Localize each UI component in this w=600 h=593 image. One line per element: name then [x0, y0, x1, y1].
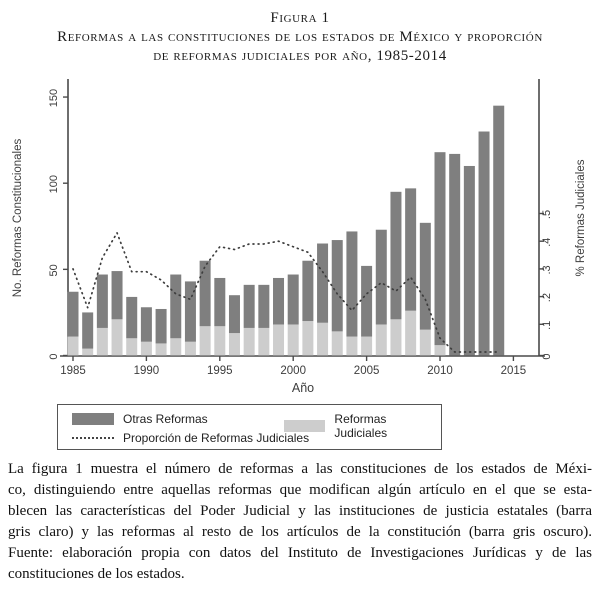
- bar-judiciales-1992: [170, 338, 181, 355]
- bar-otras-2010: [435, 152, 446, 345]
- bar-otras-2012: [464, 166, 475, 356]
- bar-otras-1990: [141, 307, 152, 341]
- caption-line: Fuente: elaboración propia con datos del Instituto de Investigaciones Jurídicas y de las: [8, 545, 592, 561]
- bar-otras-1988: [112, 271, 123, 319]
- x-tick-label: 1985: [60, 365, 86, 377]
- bar-judiciales-2009: [420, 330, 431, 356]
- bar-otras-2002: [317, 244, 328, 323]
- legend-label-otras: Otras Reformas: [123, 412, 208, 426]
- x-tick-label: 2010: [427, 365, 453, 377]
- bar-otras-1986: [82, 312, 93, 348]
- bar-otras-1992: [170, 275, 181, 339]
- bar-otras-2006: [376, 230, 387, 325]
- y-axis-right-title: % Reformas Judiciales: [575, 159, 587, 277]
- x-tick-label: 2015: [500, 365, 527, 377]
- legend-item-proporcion: [72, 431, 309, 445]
- bar-judiciales-2000: [288, 324, 299, 355]
- figure-title-line1: Reformas a las constituciones de los estados de México y proporción: [57, 29, 543, 45]
- bar-judiciales-1993: [185, 342, 196, 356]
- bar-judiciales-2007: [390, 319, 401, 355]
- bar-otras-2009: [420, 223, 431, 330]
- x-tick-label: 1995: [207, 365, 233, 377]
- y-right-tick-label: .5: [541, 209, 553, 220]
- bar-otras-2014: [493, 106, 504, 356]
- bar-judiciales-1995: [214, 326, 225, 355]
- x-tick-label: 2000: [280, 365, 306, 377]
- bar-judiciales-2001: [302, 321, 313, 355]
- figure-title-block: [0, 0, 600, 66]
- legend-swatch-dotted-line: [72, 437, 114, 439]
- bar-otras-2013: [479, 132, 490, 356]
- y-left-tick-label: 150: [48, 88, 60, 108]
- bar-judiciales-1986: [82, 349, 93, 356]
- bar-judiciales-1987: [97, 328, 108, 356]
- bar-judiciales-1997: [244, 328, 255, 356]
- x-axis-title: Año: [291, 381, 315, 395]
- bar-judiciales-1988: [112, 319, 123, 355]
- legend-label-judiciales: Reformas Judiciales: [334, 412, 388, 440]
- bar-judiciales-1996: [229, 333, 240, 355]
- bar-otras-2001: [302, 261, 313, 321]
- y-right-tick-label: 0: [541, 353, 553, 360]
- bar-judiciales-1985: [68, 337, 79, 356]
- x-tick-label: 1990: [133, 365, 160, 377]
- legend-item-otras: [72, 412, 208, 426]
- chart-area: [0, 68, 600, 398]
- caption-line: constituciones de los estados.: [8, 566, 185, 582]
- bar-otras-1987: [97, 275, 108, 328]
- y-right-tick-label: .1: [541, 320, 553, 330]
- bar-judiciales-1991: [156, 343, 167, 355]
- bar-otras-1999: [273, 278, 284, 325]
- legend-swatch-dark-bar: [72, 413, 114, 425]
- caption-line: co, distinguiendo entre aquellas reformas que modifican algún artículo en el que se esta-: [8, 482, 592, 498]
- y-left-tick-label: 100: [48, 175, 60, 194]
- bar-judiciales-2005: [361, 337, 372, 356]
- bar-otras-2004: [346, 231, 357, 336]
- bar-otras-1996: [229, 295, 240, 333]
- bar-judiciales-2008: [405, 311, 416, 356]
- y-axis-left-title: No. Reformas Constitucionales: [12, 138, 24, 298]
- figure-title-line2: de reformas judiciales por año, 1985-2014: [153, 48, 447, 64]
- y-right-tick-label: .4: [541, 237, 553, 247]
- bar-judiciales-2004: [346, 337, 357, 356]
- bar-otras-2005: [361, 266, 372, 337]
- bar-otras-2008: [405, 188, 416, 310]
- y-left-tick-label: 50: [48, 264, 60, 277]
- figure-caption: [8, 459, 592, 585]
- figure-label: Figura 1: [270, 10, 330, 26]
- bar-otras-2007: [390, 192, 401, 320]
- chart-generated: [48, 79, 553, 377]
- chart-legend: [57, 404, 442, 450]
- bar-otras-2011: [449, 154, 460, 356]
- bar-otras-1991: [156, 309, 167, 343]
- bar-judiciales-1989: [126, 338, 137, 355]
- y-left-tick-label: 0: [48, 353, 60, 360]
- bar-judiciales-1998: [258, 328, 269, 356]
- caption-line: gris claro) y las reformas al resto de los artículos de la constitución (barra gris oscuro).: [8, 524, 592, 540]
- caption-line: La figura 1 muestra el número de reformas a las constituciones de los estados de Méxi-: [8, 461, 592, 477]
- bar-judiciales-2002: [317, 323, 328, 356]
- bar-judiciales-1990: [141, 342, 152, 356]
- bar-otras-1997: [244, 285, 255, 328]
- bar-judiciales-2003: [332, 331, 343, 355]
- bar-otras-1995: [214, 278, 225, 326]
- bar-otras-1994: [200, 261, 211, 326]
- caption-line: blecen las características del Poder Judicial y las instituciones de justicia estatales (barra: [8, 503, 592, 519]
- y-right-tick-label: .2: [541, 293, 553, 303]
- y-right-tick-label: .3: [541, 265, 553, 275]
- bar-judiciales-1999: [273, 324, 284, 355]
- bar-judiciales-1994: [200, 326, 211, 355]
- bar-otras-2003: [332, 240, 343, 331]
- bar-judiciales-2006: [376, 324, 387, 355]
- legend-label-proporcion: Proporción de Reformas Judiciales: [123, 431, 310, 445]
- chart-svg: [0, 68, 600, 398]
- x-tick-label: 2005: [353, 365, 380, 377]
- bar-otras-1989: [126, 297, 137, 338]
- bar-otras-2000: [288, 275, 299, 325]
- bar-otras-1985: [68, 292, 79, 337]
- bar-otras-1998: [258, 285, 269, 328]
- bar-judiciales-2010: [435, 345, 446, 355]
